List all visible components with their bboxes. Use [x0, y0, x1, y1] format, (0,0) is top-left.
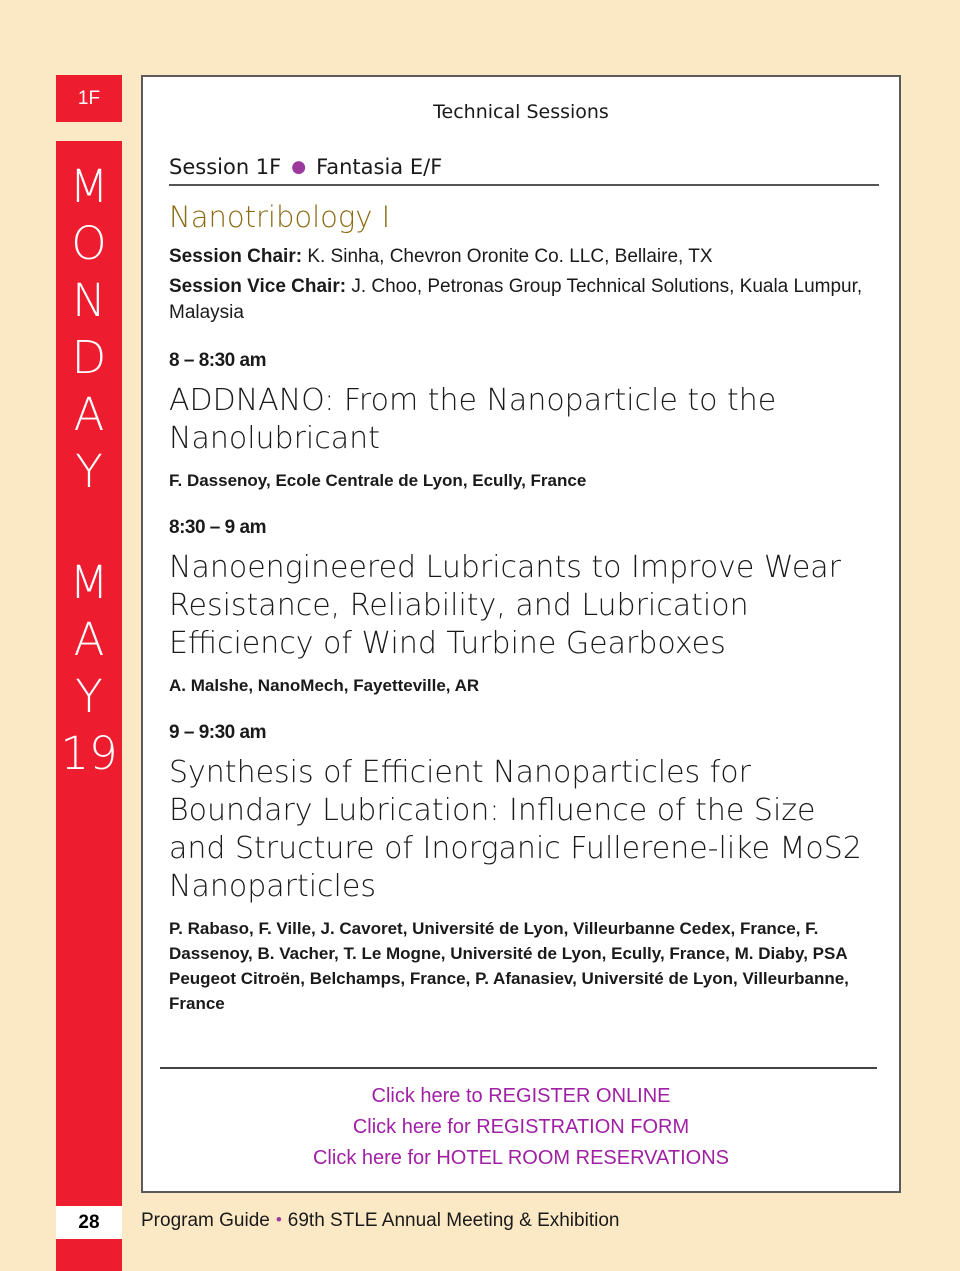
footer-bullet: •: [275, 1210, 282, 1229]
registration-links: [143, 1081, 899, 1174]
session-tab: [56, 75, 122, 122]
session-line: [169, 155, 879, 186]
talk-title: ADDNANO: From the Nanoparticle to the Nanolubricant: [169, 383, 777, 456]
day-letter: A: [73, 388, 105, 441]
talk-time: 8:30 – 9 am: [169, 517, 266, 538]
day-letter: Y: [75, 445, 103, 498]
talk-authors: F. Dassenoy, Ecole Centrale de Lyon, Ecully, France: [169, 471, 587, 490]
divider: [160, 1067, 877, 1069]
page-number: [56, 1206, 122, 1239]
talk: [169, 350, 879, 493]
chair-label: Session Chair:: [169, 246, 303, 267]
footer-event: 69th STLE Annual Meeting & Exhibition: [287, 1210, 620, 1231]
talk-authors: A. Malshe, NanoMech, Fayetteville, AR: [169, 676, 480, 695]
talk: [169, 517, 879, 698]
date-letter: A: [73, 613, 105, 666]
talk-time: 9 – 9:30 am: [169, 722, 266, 743]
day-letter: O: [71, 217, 107, 270]
hotel-reservations-link[interactable]: Click here for HOTEL ROOM RESERVATIONS: [312, 1147, 729, 1169]
session-room: Fantasia E/F: [316, 155, 443, 179]
session-tab-label: 1F: [77, 87, 101, 109]
vice-chair-value: J. Choo, Petronas Group Technical Solutions, Kuala Lumpur, Malaysia: [169, 276, 863, 323]
talk-title: Nanoengineered Lubricants to Improve Wear Resistance, Reliability, and Lubrication Efficiency of Wind Turbine Gearboxes: [169, 550, 841, 661]
session-code: Session 1F: [169, 155, 282, 179]
talk: [169, 722, 879, 1016]
day-letter: D: [71, 331, 107, 384]
date-day: 19: [60, 727, 118, 780]
vice-chair-label: Session Vice Chair:: [169, 276, 347, 297]
registration-form-link[interactable]: Click here for REGISTRATION FORM: [352, 1116, 690, 1138]
date-letter: M: [69, 556, 109, 609]
session-topic: Nanotribology I: [169, 200, 391, 234]
session-vice-chair: [169, 274, 879, 326]
day-letter: M: [69, 160, 109, 213]
bullet-icon: ●: [291, 157, 307, 177]
session-panel: [141, 75, 901, 1193]
talk-title: Synthesis of Efficient Nanoparticles for Boundary Lubrication: Influence of the Size and Structure of Inorganic Fullerene-like MoS2 Nanoparticles: [169, 755, 862, 904]
footer-guide: Program Guide: [141, 1210, 270, 1231]
section-header: Technical Sessions: [433, 101, 609, 123]
chair-value: K. Sinha, Chevron Oronite Co. LLC, Bellaire, TX: [302, 246, 713, 267]
day-letter: N: [72, 274, 106, 327]
date-letter: Y: [75, 670, 103, 723]
register-online-link[interactable]: Click here to REGISTER ONLINE: [371, 1085, 671, 1107]
page-footer: [141, 1210, 619, 1232]
talk-authors: P. Rabaso, F. Ville, J. Cavoret, Université de Lyon, Villeurbanne Cedex, France, F. Dassenoy, B. Vacher, T. Le Mogne, Université de Lyon, Ecully, France, M. Diaby, PSA Peugeot Citroën, Belchamps, France, P. Afanasiev, Université de Lyon, Villeurbanne, France: [169, 919, 849, 1013]
session-chair: [169, 244, 879, 270]
talk-time: 8 – 8:30 am: [169, 350, 266, 371]
session-content: [169, 155, 879, 1016]
date-vertical-text: [56, 554, 122, 782]
page-number-label: 28: [78, 1211, 100, 1233]
day-vertical-text: [56, 158, 122, 500]
